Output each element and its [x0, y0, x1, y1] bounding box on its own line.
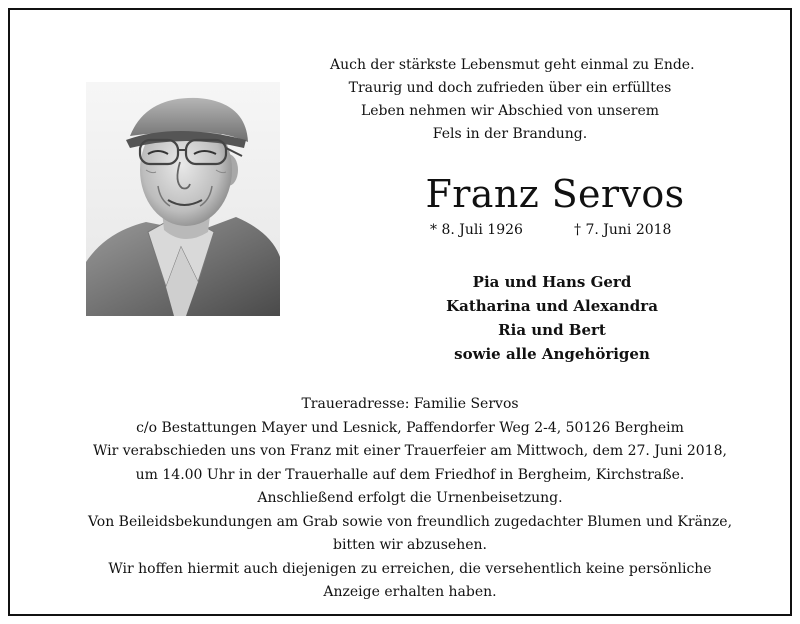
notice-line: um 14.00 Uhr in der Trauerhalle auf dem Friedhof in Bergheim, Kirchstraße. — [135, 466, 685, 483]
life-dates — [430, 222, 690, 246]
quote-line: Fels in der Brandung. — [432, 126, 588, 142]
notice-line: Wir verabschieden uns von Franz mit einer Trauerfeier am Mittwoch, dem 27. Juni 2018, — [93, 443, 727, 459]
memorial-quote — [330, 54, 695, 146]
death-date: † 7. Juni 2018 — [574, 222, 672, 238]
funeral-notice — [54, 393, 766, 605]
quote-line: Auch der stärkste Lebensmut geht einmal zu Ende. — [330, 57, 695, 73]
notice-line: Traueradresse: Familie Servos — [301, 396, 519, 412]
notice-line: Anzeige erhalten haben. — [323, 584, 497, 600]
quote-line: Leben nehmen wir Abschied von unserem — [360, 103, 660, 119]
quote-line: Traurig und doch zufrieden über ein erfülltes — [348, 80, 672, 96]
portrait-photo — [86, 82, 280, 316]
notice-line: Wir hoffen hiermit auch diejenigen zu erreichen, die versehentlich keine persönliche — [108, 560, 712, 577]
birth-date: * 8. Juli 1926 — [430, 222, 523, 238]
mourner-line: Ria und Bert — [498, 321, 606, 339]
mourners-list — [392, 270, 712, 366]
portrait-illustration — [86, 82, 280, 316]
notice-line: c/o Bestattungen Mayer und Lesnick, Paffendorfer Weg 2-4, 50126 Bergheim — [136, 419, 684, 436]
notice-line: Von Beileidsbekundungen am Grab sowie von freundlich zugedachter Blumen und Kränze, — [87, 513, 733, 530]
mourner-line: sowie alle Angehörigen — [454, 345, 650, 363]
mourner-line: Katharina und Alexandra — [446, 297, 658, 315]
notice-line: Anschließend erfolgt die Urnenbeisetzung. — [257, 490, 563, 506]
deceased-name: Franz Servos — [425, 172, 685, 216]
obituary-frame — [8, 8, 792, 616]
mourner-line: Pia und Hans Gerd — [472, 273, 632, 291]
notice-line: bitten wir abzusehen. — [333, 537, 487, 553]
